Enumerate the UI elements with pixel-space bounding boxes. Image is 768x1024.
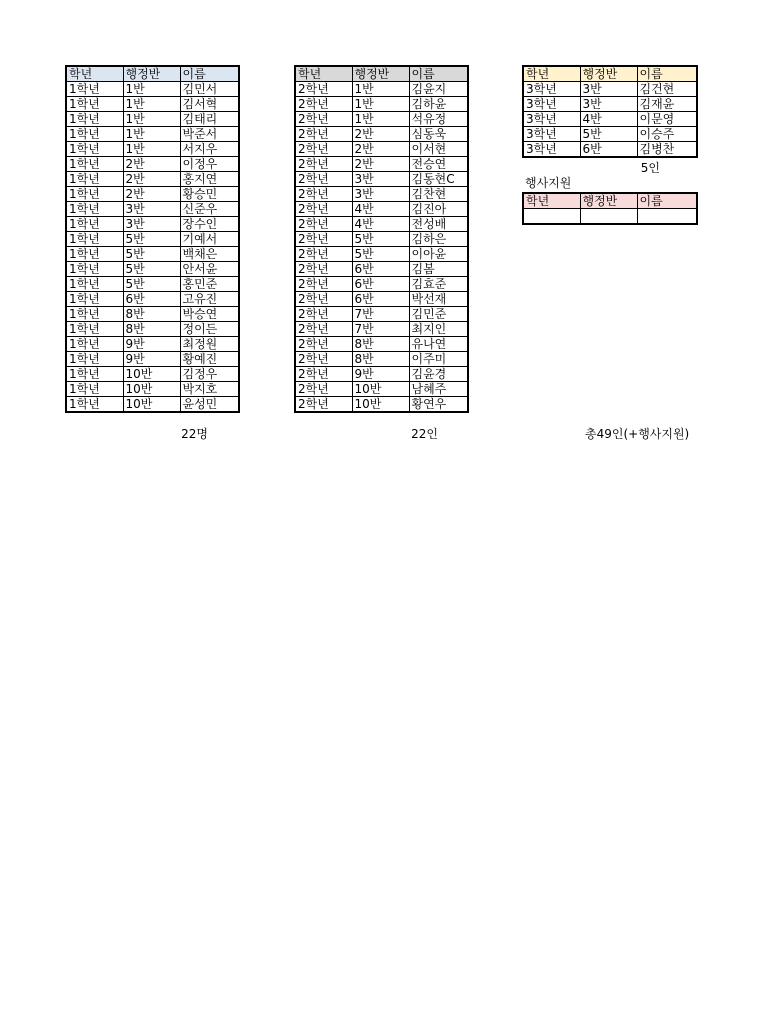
table-cell: 9반 xyxy=(123,352,180,367)
table-cell: 김재윤 xyxy=(637,97,697,112)
table-cell: 7반 xyxy=(352,322,409,337)
support-title: 행사지원 xyxy=(525,176,572,190)
table-cell: 김서혁 xyxy=(180,97,239,112)
table-cell: 4반 xyxy=(580,112,637,127)
table-cell: 1학년 xyxy=(66,217,123,232)
table-cell: 2반 xyxy=(352,157,409,172)
table-cell: 황승민 xyxy=(180,187,239,202)
table-cell: 김민준 xyxy=(409,307,468,322)
table-cell: 이서현 xyxy=(409,142,468,157)
grade3-header-row xyxy=(523,66,697,82)
table-cell: 2학년 xyxy=(295,217,352,232)
table-cell: 10반 xyxy=(352,397,409,413)
table-cell: 2학년 xyxy=(295,172,352,187)
column-header: 이름 xyxy=(409,66,468,82)
table-cell: 1학년 xyxy=(66,202,123,217)
table-cell: 4반 xyxy=(352,217,409,232)
table-row xyxy=(66,127,239,142)
column-header: 행정반 xyxy=(123,66,180,82)
table-row xyxy=(66,112,239,127)
table-row xyxy=(66,277,239,292)
table-row xyxy=(66,247,239,262)
table-cell: 2반 xyxy=(123,157,180,172)
grade2-header-row xyxy=(295,66,468,82)
table-row xyxy=(523,97,697,112)
table-cell: 2학년 xyxy=(295,97,352,112)
table-cell: 김정우 xyxy=(180,367,239,382)
table-cell: 홍민준 xyxy=(180,277,239,292)
table-cell: 김동현C xyxy=(409,172,468,187)
grade1-count: 22명 xyxy=(181,427,208,441)
table-cell: 김하은 xyxy=(409,232,468,247)
grade2-count: 22인 xyxy=(411,427,438,441)
table-cell: 2학년 xyxy=(295,367,352,382)
table-cell: 2반 xyxy=(123,172,180,187)
table-cell: 2반 xyxy=(123,187,180,202)
table-cell: 2학년 xyxy=(295,202,352,217)
table-cell: 2학년 xyxy=(295,337,352,352)
table-row xyxy=(66,217,239,232)
grade3-table xyxy=(522,65,698,158)
table-cell: 7반 xyxy=(352,307,409,322)
table-cell: 박선재 xyxy=(409,292,468,307)
table-row xyxy=(66,232,239,247)
table-row xyxy=(295,217,468,232)
table-cell: 5반 xyxy=(123,262,180,277)
table-cell: 3학년 xyxy=(523,97,580,112)
table-cell: 9반 xyxy=(352,367,409,382)
grade1-table-body xyxy=(66,66,239,412)
table-cell: 최정원 xyxy=(180,337,239,352)
table-cell: 전성배 xyxy=(409,217,468,232)
table-cell: 3반 xyxy=(352,172,409,187)
table-cell: 박준서 xyxy=(180,127,239,142)
table-cell: 1학년 xyxy=(66,82,123,97)
table-cell: 5반 xyxy=(123,232,180,247)
table-cell: 1반 xyxy=(352,82,409,97)
table-row xyxy=(295,127,468,142)
table-cell: 전승연 xyxy=(409,157,468,172)
table-cell: 윤성민 xyxy=(180,397,239,413)
table-cell: 박승연 xyxy=(180,307,239,322)
table-cell: 5반 xyxy=(352,232,409,247)
table-cell: 1반 xyxy=(123,142,180,157)
table-row xyxy=(523,112,697,127)
table-cell: 석유정 xyxy=(409,112,468,127)
column-header: 이름 xyxy=(180,66,239,82)
table-cell: 2학년 xyxy=(295,247,352,262)
table-cell: 10반 xyxy=(352,382,409,397)
table-cell: 서지우 xyxy=(180,142,239,157)
table-cell: 4반 xyxy=(352,202,409,217)
table-row xyxy=(66,352,239,367)
table-row xyxy=(295,172,468,187)
table-cell: 1학년 xyxy=(66,307,123,322)
table-row xyxy=(66,367,239,382)
table-cell: 김진아 xyxy=(409,202,468,217)
table-row xyxy=(66,322,239,337)
table-cell: 이승주 xyxy=(637,127,697,142)
table-cell: 남혜주 xyxy=(409,382,468,397)
table-cell: 이주미 xyxy=(409,352,468,367)
table-cell xyxy=(637,209,697,225)
table-cell: 1반 xyxy=(352,112,409,127)
table-cell: 김윤경 xyxy=(409,367,468,382)
grade1-table xyxy=(65,65,240,413)
table-row xyxy=(523,82,697,97)
table-row xyxy=(295,367,468,382)
table-cell: 3반 xyxy=(352,187,409,202)
table-cell: 1학년 xyxy=(66,112,123,127)
table-cell: 김효준 xyxy=(409,277,468,292)
table-cell: 김봄 xyxy=(409,262,468,277)
table-cell: 3학년 xyxy=(523,82,580,97)
table-row xyxy=(295,142,468,157)
table-cell: 장수인 xyxy=(180,217,239,232)
table-cell: 유나연 xyxy=(409,337,468,352)
table-cell: 3반 xyxy=(123,217,180,232)
table-row xyxy=(295,187,468,202)
table-cell: 6반 xyxy=(352,262,409,277)
table-cell: 3학년 xyxy=(523,127,580,142)
table-row xyxy=(295,337,468,352)
table-cell: 2반 xyxy=(352,127,409,142)
table-cell: 1학년 xyxy=(66,367,123,382)
column-header: 학년 xyxy=(523,193,580,209)
table-cell: 1학년 xyxy=(66,232,123,247)
table-cell: 2학년 xyxy=(295,262,352,277)
table-cell: 5반 xyxy=(123,277,180,292)
table-row xyxy=(295,382,468,397)
table-cell: 1반 xyxy=(123,82,180,97)
table-cell: 박지호 xyxy=(180,382,239,397)
table-cell: 1학년 xyxy=(66,247,123,262)
table-cell: 5반 xyxy=(352,247,409,262)
table-cell: 1학년 xyxy=(66,127,123,142)
table-row xyxy=(66,337,239,352)
table-row xyxy=(66,97,239,112)
table-cell: 2학년 xyxy=(295,142,352,157)
table-cell: 신준우 xyxy=(180,202,239,217)
table-cell: 기예서 xyxy=(180,232,239,247)
column-header: 이름 xyxy=(637,66,697,82)
table-cell: 1학년 xyxy=(66,97,123,112)
table-row xyxy=(295,397,468,413)
table-cell: 1학년 xyxy=(66,352,123,367)
table-cell: 2학년 xyxy=(295,352,352,367)
table-row xyxy=(66,172,239,187)
table-cell: 3반 xyxy=(580,97,637,112)
column-header: 행정반 xyxy=(580,193,637,209)
table-cell: 5반 xyxy=(580,127,637,142)
support-table xyxy=(522,192,698,225)
table-row xyxy=(66,307,239,322)
column-header: 행정반 xyxy=(580,66,637,82)
table-cell: 6반 xyxy=(352,292,409,307)
table-cell: 이아윤 xyxy=(409,247,468,262)
table-cell: 1학년 xyxy=(66,157,123,172)
table-cell: 2학년 xyxy=(295,382,352,397)
table-cell: 1학년 xyxy=(66,172,123,187)
table-cell: 김건현 xyxy=(637,82,697,97)
table-row xyxy=(66,262,239,277)
grade2-table xyxy=(294,65,469,413)
table-cell: 2학년 xyxy=(295,322,352,337)
table-cell: 김민서 xyxy=(180,82,239,97)
column-header: 학년 xyxy=(66,66,123,82)
table-cell: 이문영 xyxy=(637,112,697,127)
table-row xyxy=(66,157,239,172)
table-cell: 1반 xyxy=(352,97,409,112)
table-row xyxy=(295,157,468,172)
table-cell: 김윤지 xyxy=(409,82,468,97)
column-header: 학년 xyxy=(295,66,352,82)
table-row xyxy=(295,232,468,247)
table-cell: 6반 xyxy=(352,277,409,292)
table-cell: 1학년 xyxy=(66,187,123,202)
table-row xyxy=(66,397,239,413)
column-header: 학년 xyxy=(523,66,580,82)
table-cell: 6반 xyxy=(580,142,637,158)
table-row xyxy=(295,352,468,367)
table-cell: 심동욱 xyxy=(409,127,468,142)
table-row xyxy=(66,187,239,202)
table-cell: 3반 xyxy=(580,82,637,97)
table-cell: 백채은 xyxy=(180,247,239,262)
table-row xyxy=(523,209,697,225)
table-cell: 최지인 xyxy=(409,322,468,337)
table-cell: 9반 xyxy=(123,337,180,352)
grade3-table-body xyxy=(523,66,697,157)
table-cell: 10반 xyxy=(123,382,180,397)
table-row xyxy=(66,292,239,307)
table-row xyxy=(295,292,468,307)
table-cell: 3학년 xyxy=(523,112,580,127)
support-header-row xyxy=(523,193,697,209)
table-row xyxy=(66,202,239,217)
table-cell: 정이든 xyxy=(180,322,239,337)
table-cell: 김태리 xyxy=(180,112,239,127)
table-row xyxy=(295,307,468,322)
table-cell: 1학년 xyxy=(66,142,123,157)
table-cell: 1학년 xyxy=(66,292,123,307)
table-cell: 고유진 xyxy=(180,292,239,307)
table-cell: 2학년 xyxy=(295,157,352,172)
table-cell: 3학년 xyxy=(523,142,580,158)
table-cell: 1학년 xyxy=(66,277,123,292)
table-cell: 2학년 xyxy=(295,292,352,307)
table-row xyxy=(523,142,697,158)
table-cell: 2학년 xyxy=(295,127,352,142)
table-row xyxy=(295,277,468,292)
table-cell: 8반 xyxy=(123,322,180,337)
table-cell xyxy=(580,209,637,225)
table-cell: 2학년 xyxy=(295,397,352,413)
table-row xyxy=(295,202,468,217)
table-cell: 황예진 xyxy=(180,352,239,367)
column-header: 이름 xyxy=(637,193,697,209)
grade3-count: 5인 xyxy=(640,161,660,175)
table-cell: 1반 xyxy=(123,127,180,142)
column-header: 행정반 xyxy=(352,66,409,82)
table-row xyxy=(295,322,468,337)
table-cell: 1반 xyxy=(123,112,180,127)
table-row xyxy=(66,382,239,397)
table-cell: 10반 xyxy=(123,367,180,382)
table-cell: 김하윤 xyxy=(409,97,468,112)
table-cell: 1학년 xyxy=(66,337,123,352)
table-cell: 2학년 xyxy=(295,232,352,247)
table-cell: 2학년 xyxy=(295,187,352,202)
table-cell: 김찬현 xyxy=(409,187,468,202)
table-row xyxy=(295,262,468,277)
table-cell: 1반 xyxy=(123,97,180,112)
table-cell: 5반 xyxy=(123,247,180,262)
table-row xyxy=(523,127,697,142)
grade1-header-row xyxy=(66,66,239,82)
table-cell: 1학년 xyxy=(66,262,123,277)
table-row xyxy=(295,97,468,112)
table-cell: 2학년 xyxy=(295,277,352,292)
grade2-table-body xyxy=(295,66,468,412)
table-cell: 김병찬 xyxy=(637,142,697,158)
table-row xyxy=(66,82,239,97)
table-cell xyxy=(523,209,580,225)
table-cell: 8반 xyxy=(352,352,409,367)
table-cell: 6반 xyxy=(123,292,180,307)
total-count: 총49인(+행사지원) xyxy=(585,427,690,441)
table-cell: 홍지연 xyxy=(180,172,239,187)
table-cell: 1학년 xyxy=(66,322,123,337)
table-cell: 1학년 xyxy=(66,397,123,413)
support-table-body xyxy=(523,193,697,224)
table-cell: 2학년 xyxy=(295,307,352,322)
table-cell: 2반 xyxy=(352,142,409,157)
table-row xyxy=(295,112,468,127)
table-cell: 8반 xyxy=(123,307,180,322)
table-row xyxy=(295,247,468,262)
table-cell: 2학년 xyxy=(295,82,352,97)
table-cell: 1학년 xyxy=(66,382,123,397)
table-row xyxy=(295,82,468,97)
table-cell: 이정우 xyxy=(180,157,239,172)
table-cell: 안서윤 xyxy=(180,262,239,277)
table-cell: 8반 xyxy=(352,337,409,352)
table-cell: 2학년 xyxy=(295,112,352,127)
table-cell: 10반 xyxy=(123,397,180,413)
table-cell: 황연우 xyxy=(409,397,468,413)
table-row xyxy=(66,142,239,157)
table-cell: 3반 xyxy=(123,202,180,217)
